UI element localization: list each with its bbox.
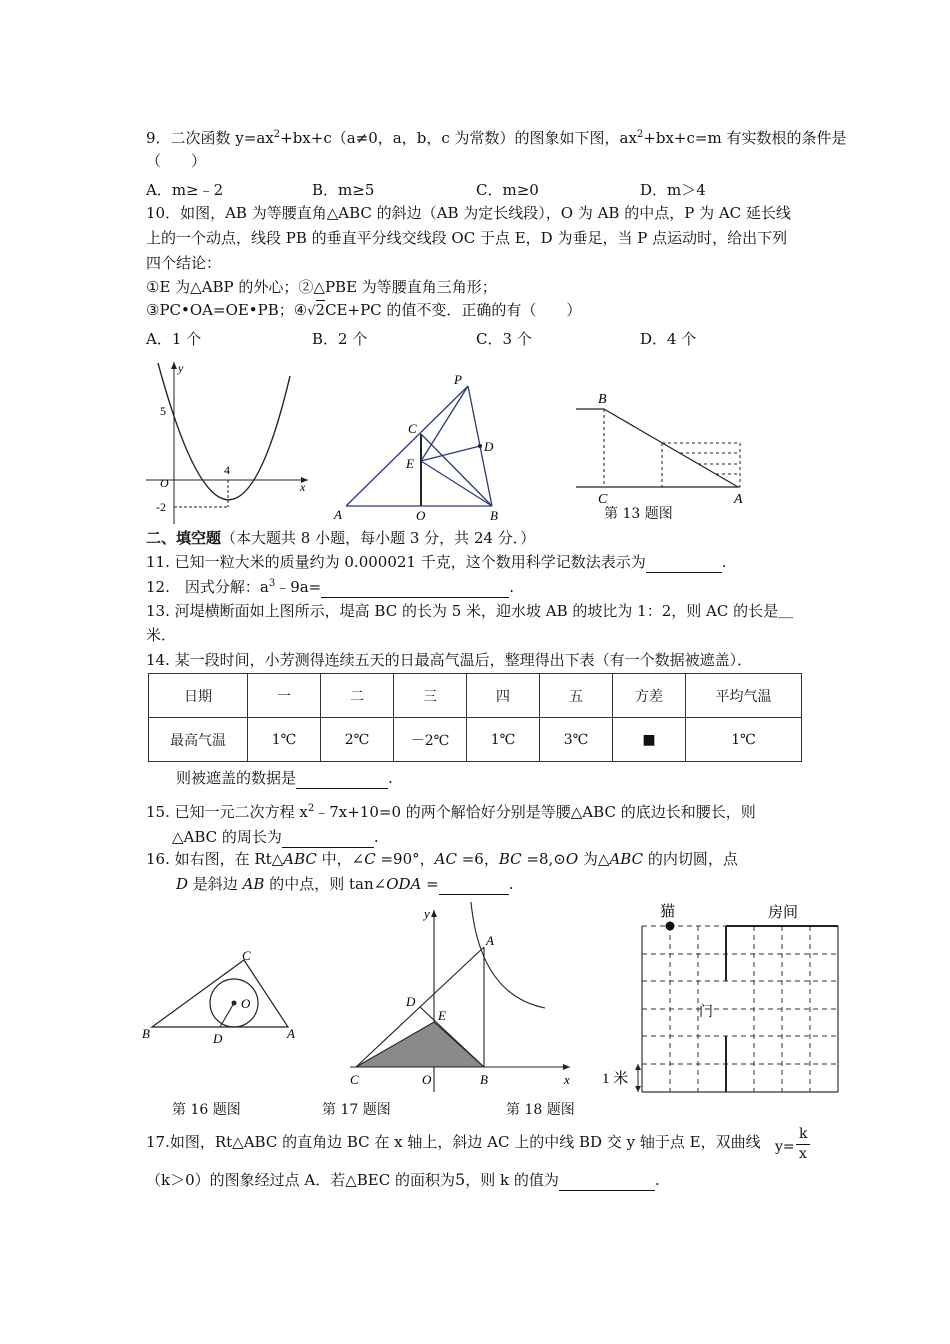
table-cell: 2℃ xyxy=(321,718,394,762)
q9-option-a: A．m≥﹣2 xyxy=(146,181,224,199)
q10-option-d: D．4 个 xyxy=(640,330,697,348)
cat-dot xyxy=(666,922,675,931)
label-y: y xyxy=(424,906,430,921)
figure-q18-grid xyxy=(600,896,845,1096)
label-a: A xyxy=(734,492,743,507)
q17-line1: 17.如图，Rt△ABC 的直角边 BC 在 x 轴上，斜边 AC 上的中线 BD 交 y 轴于点 E，双曲线 xyxy=(146,1133,761,1151)
slope-ab xyxy=(604,409,738,487)
figure-q10-triangle xyxy=(330,368,515,523)
table-header-cell: 四 xyxy=(467,674,540,718)
label-c: C xyxy=(408,421,417,436)
section2-heading: 二、填空题（本大题共 8 小题，每小题 3 分，共 24 分．） xyxy=(146,529,536,547)
label-c: C xyxy=(350,1072,359,1087)
q10-option-c: C．3 个 xyxy=(476,330,532,348)
segment-ep xyxy=(421,386,468,461)
fig18-caption: 第 18 题图 xyxy=(506,1102,575,1118)
label-c: C xyxy=(242,950,251,963)
label-o: O xyxy=(241,996,251,1011)
q10-option-b: B．2 个 xyxy=(312,330,368,348)
q11: 11. 已知一粒大米的质量约为 0.000021 千克，这个数用科学记数法表示为 . xyxy=(146,553,727,571)
table-cell: 最高气温 xyxy=(149,718,248,762)
table-header-row xyxy=(149,674,802,718)
segment-ed xyxy=(421,446,480,461)
table-row xyxy=(149,718,802,762)
triangle-bec-shaded xyxy=(356,1022,484,1067)
q10-line5: ③PC•OA=OE•PB；④√2CE+PC 的值不变．正确的有（ ） xyxy=(146,301,582,319)
segment-eb xyxy=(421,461,492,506)
label-o: O xyxy=(160,476,169,490)
q10-line1: 10．如图，AB 为等腰直角△ABC 的斜边（AB 为定长线段），O 为 AB 的中点，P 为 AC 延长线 xyxy=(146,204,791,222)
figure-q16-incircle xyxy=(140,950,310,1050)
label-b: B xyxy=(480,1072,488,1087)
label-b: B xyxy=(598,392,607,407)
table-cell: －2℃ xyxy=(394,718,467,762)
label-e: E xyxy=(438,1008,446,1023)
q14-line1: 14. 某一段时间，小芳测得连续五天的日最高气温后，整理得出下表（有一个数据被遮盖）． xyxy=(146,651,753,669)
label-p: P xyxy=(454,372,462,387)
label-a: A xyxy=(334,507,342,522)
q14-after: 则被遮盖的数据是 . xyxy=(176,769,393,787)
label-o: O xyxy=(422,1072,432,1087)
table-header-cell: 二 xyxy=(321,674,394,718)
label-y: y xyxy=(178,361,184,375)
q10-line2: 上的一个动点，线段 PB 的垂直平分线交线段 OC 于点 E，D 为垂足，当 P 点运动时，给出下列 xyxy=(146,229,788,247)
q16-line2: D 是斜边 AB 的中点，则 tan∠ODA = . xyxy=(176,875,514,893)
label-d: D xyxy=(406,994,416,1009)
fig17-caption: 第 17 题图 xyxy=(322,1102,391,1118)
q9-option-d: D．m＞4 xyxy=(640,181,706,199)
table-header-cell: 一 xyxy=(248,674,321,718)
table-cell: 1℃ xyxy=(248,718,321,762)
label-x: x xyxy=(300,480,306,494)
meter-arrow-up xyxy=(635,1064,641,1070)
q13-line1: 13. 河堤横断面如上图所示，堤高 BC 的长为 5 米，迎水坡 AB 的坡比为 1：2，则 AC 的长是＿ xyxy=(146,602,794,620)
q10-option-a: A．1 个 xyxy=(146,330,202,348)
label-o: O xyxy=(416,508,426,523)
q13-line2: 米． xyxy=(146,626,177,644)
label-a: A xyxy=(486,933,494,948)
label-4: 4 xyxy=(224,463,230,477)
y-axis-arrow xyxy=(171,362,177,369)
table-cell: 3℃ xyxy=(540,718,613,762)
label-door: 门 xyxy=(699,1005,713,1020)
q10-line3: 四个结论： xyxy=(146,254,222,272)
table-header-cell: 平均气温 xyxy=(686,674,802,718)
q17-line2: （k＞0）的图象经过点 A．若△BEC 的面积为5，则 k 的值为 . xyxy=(146,1170,660,1189)
y-axis-arrow xyxy=(431,910,437,917)
q10-line4: ①E 为△ABP 的外心；②△PBE 为等腰直角三角形； xyxy=(146,278,497,296)
figure-q9-parabola xyxy=(140,358,315,528)
label-d: D xyxy=(484,439,494,454)
q15-line1: 15. 已知一元二次方程 $x^2﹣7x+10=0$ 的两个解恰好分别是等腰△ABC 的底边长和腰长，则 xyxy=(146,803,756,821)
label-x: x xyxy=(564,1072,570,1087)
label-e: E xyxy=(406,456,414,471)
figure-q13-embankment xyxy=(570,385,750,520)
q9-line1: 9．二次函数 $y=ax^2+bx+c(a\ne 0$，a，b，c 为常数）的图象如下图，$ax^2+bx+c=m$ 有实数根的条件是 xyxy=(146,129,847,147)
q16-line1: 16. 如右图，在 Rt△ABC 中，∠C =90°，AC =6，BC =8,⊙O 为△ABC 的内切圆，点 xyxy=(146,850,738,868)
label-b: B xyxy=(490,508,498,523)
fig16-caption: 第 16 题图 xyxy=(172,1102,241,1118)
label-cat: 猫 xyxy=(660,904,676,920)
label-c: C xyxy=(598,492,608,507)
parabola-curve xyxy=(158,363,290,500)
segment-od xyxy=(220,1003,234,1027)
label-d: D xyxy=(213,1031,223,1046)
label-neg2: -2 xyxy=(156,500,166,514)
fig13-caption: 第 13 题图 xyxy=(604,506,673,522)
x-axis-arrow xyxy=(563,1064,570,1070)
meter-arrow-down xyxy=(635,1086,641,1092)
q9-option-b: B．m≥5 xyxy=(312,181,375,199)
q9-option-c: C．m≥0 xyxy=(476,181,539,199)
label-room: 房间 xyxy=(768,905,799,921)
temperature-table xyxy=(148,673,802,762)
table-header-cell: 方差 xyxy=(613,674,686,718)
table-header-cell: 三 xyxy=(394,674,467,718)
label-meter: 1 米 xyxy=(602,1071,629,1087)
table-cell: 1℃ xyxy=(467,718,540,762)
point-d xyxy=(478,444,482,448)
table-cell: 1℃ xyxy=(686,718,802,762)
table-header-cell: 五 xyxy=(540,674,613,718)
label-b: B xyxy=(142,1026,150,1041)
label-a: A xyxy=(287,1026,295,1041)
hyperbola-curve xyxy=(471,902,545,1008)
q12: 12. 因式分解：$a^3﹣9a=$ . xyxy=(146,578,515,596)
segment-ap xyxy=(346,386,468,506)
q9-line2: （ ） xyxy=(146,152,207,170)
triangle-abc xyxy=(152,960,288,1027)
figure-q17-hyperbola xyxy=(330,900,580,1095)
label-5: 5 xyxy=(160,404,166,418)
table-header-cell: 日期 xyxy=(149,674,248,718)
table-cell: ■ xyxy=(613,718,686,762)
q15-line2: △ABC 的周长为 . xyxy=(172,828,379,846)
